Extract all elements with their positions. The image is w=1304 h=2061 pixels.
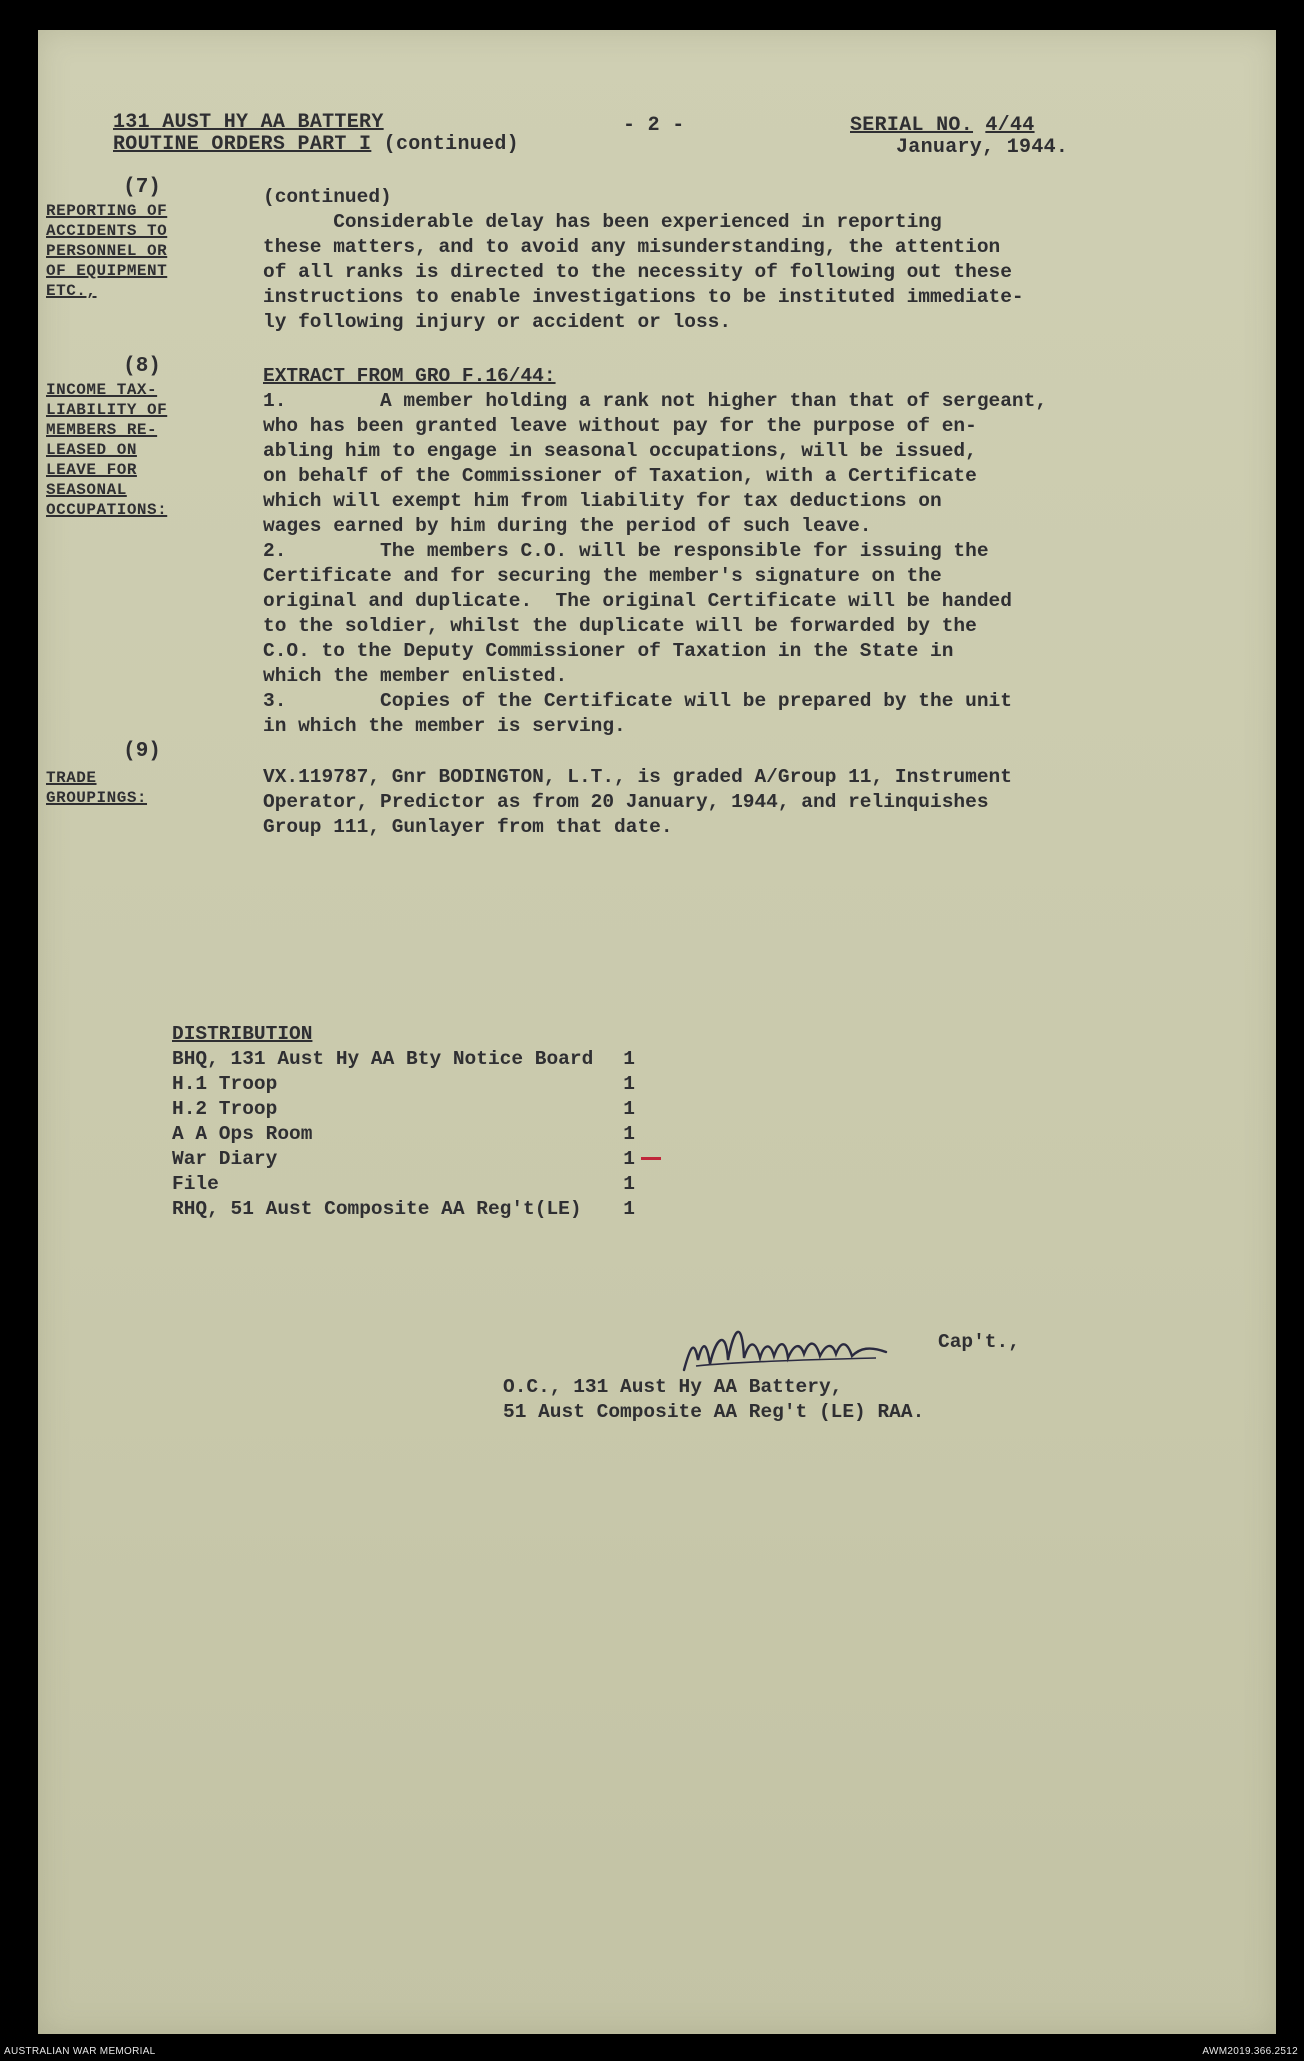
margin-title-line: PERSONNEL OR xyxy=(46,242,168,260)
distribution-count: 1 xyxy=(623,1198,635,1220)
distribution-recipient: H.1 Troop xyxy=(172,1073,278,1095)
body-line: who has been granted leave without pay for the purpose of en- xyxy=(263,415,977,437)
body-line: which will exempt him from liability for tax deductions on xyxy=(263,490,942,512)
distribution-recipient: RHQ, 51 Aust Composite AA Reg't(LE) xyxy=(172,1198,582,1220)
header-continued: (continued) xyxy=(383,133,519,156)
margin-title-line: ACCIDENTS TO xyxy=(46,222,168,240)
body-line: in which the member is serving. xyxy=(263,715,626,737)
distribution-heading: DISTRIBUTION xyxy=(172,1023,313,1045)
body-line: original and duplicate. The original Certificate will be handed xyxy=(263,590,1012,612)
table-row xyxy=(172,1122,661,1147)
margin-title-line: GROUPINGS: xyxy=(46,789,148,807)
section-9-margin-title xyxy=(46,768,147,808)
body-line: VX.119787, Gnr BODINGTON, L.T., is graded A/Group 11, Instrument xyxy=(263,766,1012,788)
body-line: on behalf of the Commissioner of Taxation, with a Certificate xyxy=(263,465,977,487)
signature-block xyxy=(503,1375,924,1425)
margin-title-line: ETC., xyxy=(46,282,97,300)
header-date: January, 1944. xyxy=(896,136,1069,159)
table-row xyxy=(172,1147,661,1172)
distribution-table xyxy=(172,1047,661,1222)
signature-rank: Cap't., xyxy=(938,1331,1020,1353)
distribution-count: 1 xyxy=(623,1098,635,1120)
margin-title-line: TRADE xyxy=(46,769,97,787)
body-line: to the soldier, whilst the duplicate will be forwarded by the xyxy=(263,615,977,637)
body-line: which the member enlisted. xyxy=(263,665,568,687)
body-line: 3. Copies of the Certificate will be prepared by the unit xyxy=(263,690,1012,712)
section-7-margin-title xyxy=(46,201,167,301)
body-line: of all ranks is directed to the necessity of following out these xyxy=(263,261,1012,283)
body-line: C.O. to the Deputy Commissioner of Taxation in the State in xyxy=(263,640,954,662)
distribution-count: 1 xyxy=(623,1073,635,1095)
margin-title-line: LEAVE FOR xyxy=(46,461,137,479)
body-line: these matters, and to avoid any misunderstanding, the attention xyxy=(263,236,1001,258)
section-8-body xyxy=(263,364,1047,739)
body-line: instructions to enable investigations to be instituted immediate- xyxy=(263,286,1024,308)
body-line: Group 111, Gunlayer from that date. xyxy=(263,816,673,838)
distribution-count: 1 xyxy=(623,1123,635,1145)
margin-title-line: OCCUPATIONS: xyxy=(46,501,168,519)
footer-archive-name: AUSTRALIAN WAR MEMORIAL xyxy=(4,2046,156,2057)
body-line: 1. A member holding a rank not higher than that of sergeant, xyxy=(263,390,1048,412)
distribution-count: 1 xyxy=(623,1173,635,1195)
section-7-body xyxy=(263,185,1024,335)
margin-title-line: LIABILITY OF xyxy=(46,401,168,419)
distribution-recipient: A A Ops Room xyxy=(172,1123,313,1145)
body-line: Operator, Predictor as from 20 January, 1944, and relinquishes xyxy=(263,791,989,813)
table-row xyxy=(172,1172,661,1197)
margin-title-line: MEMBERS RE- xyxy=(46,421,158,439)
body-line: abling him to engage in seasonal occupations, will be issued, xyxy=(263,440,977,462)
section-9-body xyxy=(263,765,1012,840)
section-8-number: (8) xyxy=(123,355,161,378)
table-row xyxy=(172,1097,661,1122)
margin-title-line: OF EQUIPMENT xyxy=(46,262,168,280)
body-line: Considerable delay has been experienced in reporting xyxy=(263,211,942,233)
footer-accession-number: AWM2019.366.2512 xyxy=(1202,2046,1298,2057)
serial-value: 4/44 xyxy=(985,114,1035,137)
table-row xyxy=(172,1197,661,1222)
margin-title-line: INCOME TAX- xyxy=(46,381,158,399)
distribution-recipient: H.2 Troop xyxy=(172,1098,278,1120)
table-row xyxy=(172,1047,661,1072)
distribution-recipient: File xyxy=(172,1173,219,1195)
table-row xyxy=(172,1072,661,1097)
section-9-number: (9) xyxy=(123,740,161,763)
document-page xyxy=(38,30,1276,2034)
header-orders-line xyxy=(113,132,519,157)
distribution-recipient: War Diary xyxy=(172,1148,278,1170)
margin-title-line: REPORTING OF xyxy=(46,202,168,220)
margin-title-line: LEASED ON xyxy=(46,441,137,459)
section-7-number: (7) xyxy=(123,176,161,199)
margin-title-line: SEASONAL xyxy=(46,481,127,499)
distribution-count: 1 xyxy=(623,1048,635,1070)
body-line: ly following injury or accident or loss. xyxy=(263,311,732,333)
section-8-margin-title xyxy=(46,380,167,520)
body-line: (continued) xyxy=(263,186,392,208)
body-line: 2. The members C.O. will be responsible for issuing the xyxy=(263,540,989,562)
section-8-heading: EXTRACT FROM GRO F.16/44: xyxy=(263,365,556,387)
header-unit: 131 AUST HY AA BATTERY xyxy=(113,111,384,134)
header-orders: ROUTINE ORDERS PART I xyxy=(113,133,372,156)
body-line: wages earned by him during the period of such leave. xyxy=(263,515,872,537)
red-tick-mark xyxy=(641,1157,661,1160)
signature-line: 51 Aust Composite AA Reg't (LE) RAA. xyxy=(503,1401,925,1423)
body-line: Certificate and for securing the member's signature on the xyxy=(263,565,942,587)
distribution-recipient: BHQ, 131 Aust Hy AA Bty Notice Board xyxy=(172,1048,594,1070)
distribution-count: 1 xyxy=(623,1148,635,1170)
page-number: - 2 - xyxy=(623,114,685,137)
serial-label: SERIAL NO. xyxy=(850,114,974,137)
signature-line: O.C., 131 Aust Hy AA Battery, xyxy=(503,1376,843,1398)
